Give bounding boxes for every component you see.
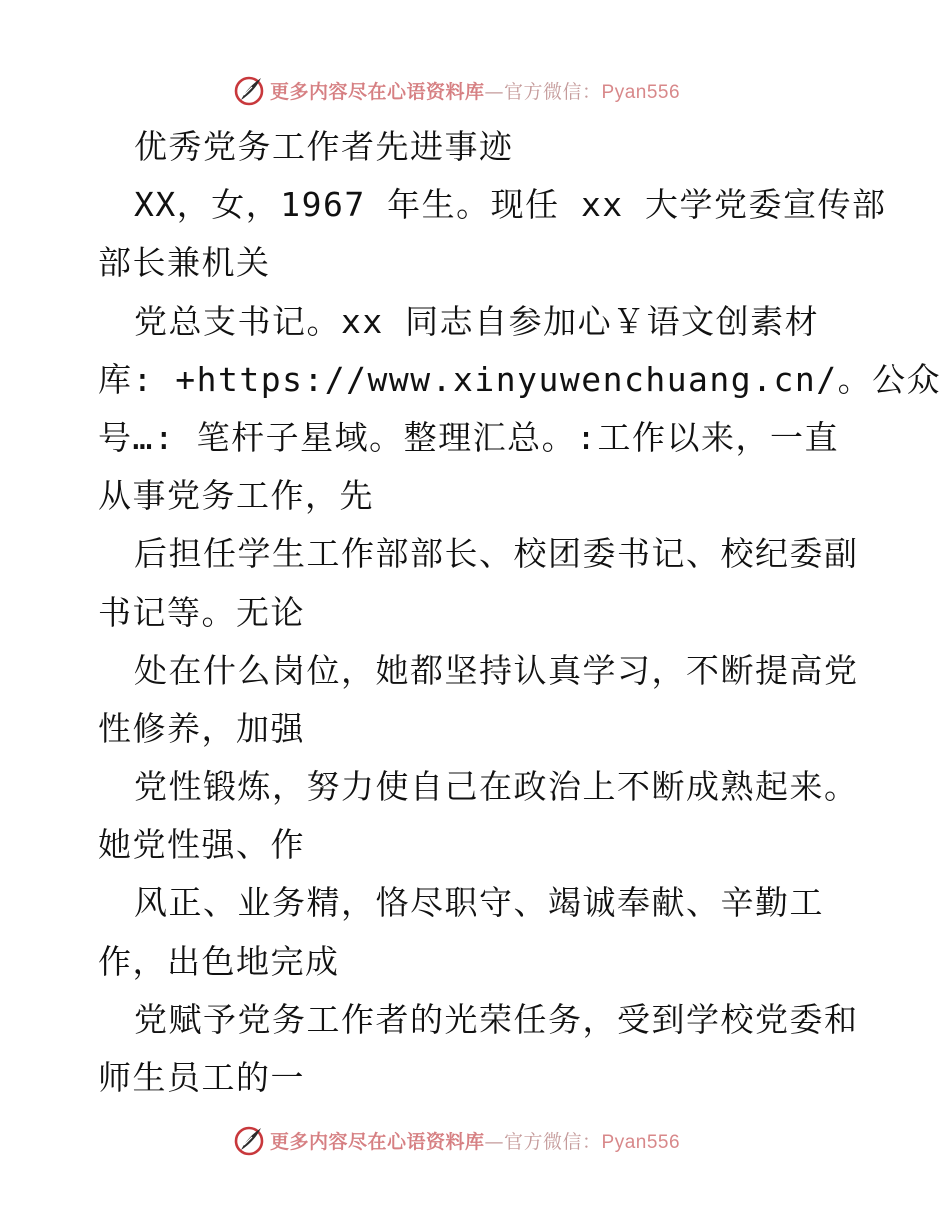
quill-logo-icon [232,1123,266,1157]
footer-watermark-banner [232,1122,680,1158]
text-line: 党赋予党务工作者的光荣任务，受到学校党委和 [134,999,859,1039]
text-line: 后担任学生工作部部长、校团委书记、校纪委副 [134,534,859,574]
text-line: 她党性强、作 [98,825,305,865]
text-line: 部长兼机关 [98,243,271,283]
text-line: 师生员工的一 [98,1058,305,1097]
text-line: 党总支书记。xx 同志自参加心￥语文创素材 [134,301,820,341]
text-line: 风正、业务精，恪尽职守、竭诚奉献、辛勤工 [134,883,824,923]
text-line: 性修养，加强 [98,708,305,748]
text-line: 处在什么岗位，她都坚持认真学习，不断提高党 [134,650,859,690]
document-title: 优秀党务工作者先进事迹 [134,127,514,166]
header-watermark-text: 更多内容尽在心语资料库—官方微信：Pyan556 [270,80,681,103]
text-line: XX，女，1967 年生。现任 xx 大学党委宣传部 [134,185,887,225]
text-line: 号…: 笔杆子星域。整理汇总。:工作以来，一直 [98,417,839,457]
quill-logo-icon [232,73,266,107]
text-line: 书记等。无论 [98,592,305,632]
paragraph-lines [98,176,942,1107]
document-body [98,118,942,1107]
text-line: 库: +https://www.xinyuwenchuang.cn/。公众 [98,359,942,399]
text-line: 从事党务工作，先 [98,476,374,516]
text-line: 作，出色地完成 [98,941,340,981]
footer-watermark-text: 更多内容尽在心语资料库—官方微信：Pyan556 [270,1130,681,1153]
header-watermark-banner [232,72,680,108]
text-line: 党性锻炼，努力使自己在政治上不断成熟起来。 [134,767,859,807]
